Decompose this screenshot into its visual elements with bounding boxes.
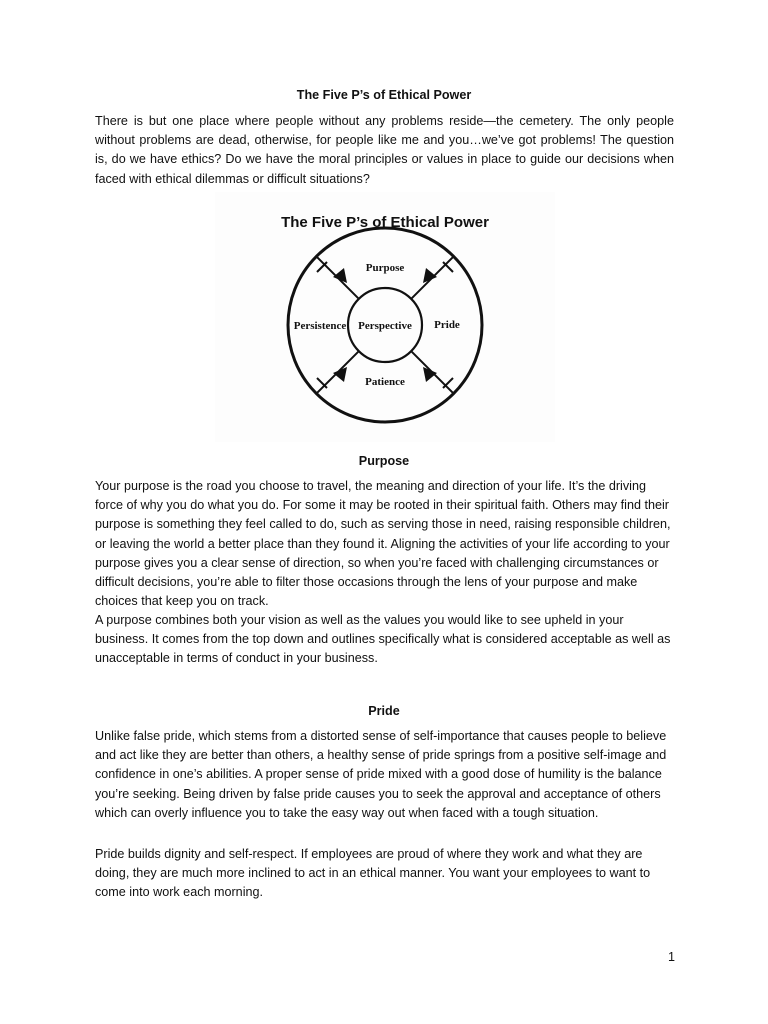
label-patience: Patience <box>365 376 405 388</box>
section-heading-pride: Pride <box>368 704 400 718</box>
page-number: 1 <box>667 950 675 964</box>
document-title: The Five P’s of Ethical Power <box>296 88 472 102</box>
five-ps-diagram <box>215 192 555 442</box>
label-perspective: Perspective <box>358 320 412 332</box>
purpose-paragraph-2: A purpose combines both your vision as well as the values you would like to see upheld in your business. It comes from the top down and outlines specifically what is considered acceptable as well as unacceptable in terms of conduct in your business. <box>95 613 671 666</box>
label-purpose: Purpose <box>365 262 405 274</box>
label-persistence: Persistence <box>293 320 347 332</box>
intro-paragraph: There is but one place where people without any problems reside—the cemetery. The only people without problems are dead, otherwise, for people like me and you…we’ve got problems! The question is, do we have ethics? Do we have the moral principles or values in place to guide our decisions when faced with ethical dilemmas or difficult situations? <box>95 114 674 186</box>
pride-paragraph-2: Pride builds dignity and self-respect. If employees are proud of where they work and what they are doing, they are much more inclined to act in an ethical manner. You want your employees to want to come into work each morning. <box>95 847 651 900</box>
purpose-paragraph-1: Your purpose is the road you choose to travel, the meaning and direction of your life. It’s the driving force of why you do what you do. For some it may be rooted in their spiritual faith. Others may find their purpose is something they feel called to do, such as serving those in need, raising responsible children, or leaving the world a better place than they found it. Aligning the activities of your life according to your purpose gives you a clear sense of direction, so when you’re faced with challenging circumstances or difficult decisions, you’re able to filter those occasions through the lens of your purpose and make choices that keep you on track. <box>95 479 671 609</box>
five-ps-diagram-svg <box>215 192 555 442</box>
diagram-title: The Five P’s of Ethical Power <box>281 214 489 231</box>
section-heading-purpose: Purpose <box>358 454 410 468</box>
pride-paragraph-1: Unlike false pride, which stems from a distorted sense of self-importance that causes people to believe and act like they are better than others, a healthy sense of pride springs from a positive self-image and confidence in one’s abilities. A proper sense of pride mixed with a good dose of humility is the balance you’re seeking. Being driven by false pride causes you to seek the approval and acceptance of others which can overly influence you to take the easy way out when faced with a tough situation. <box>95 729 667 820</box>
label-pride: Pride <box>434 319 460 331</box>
